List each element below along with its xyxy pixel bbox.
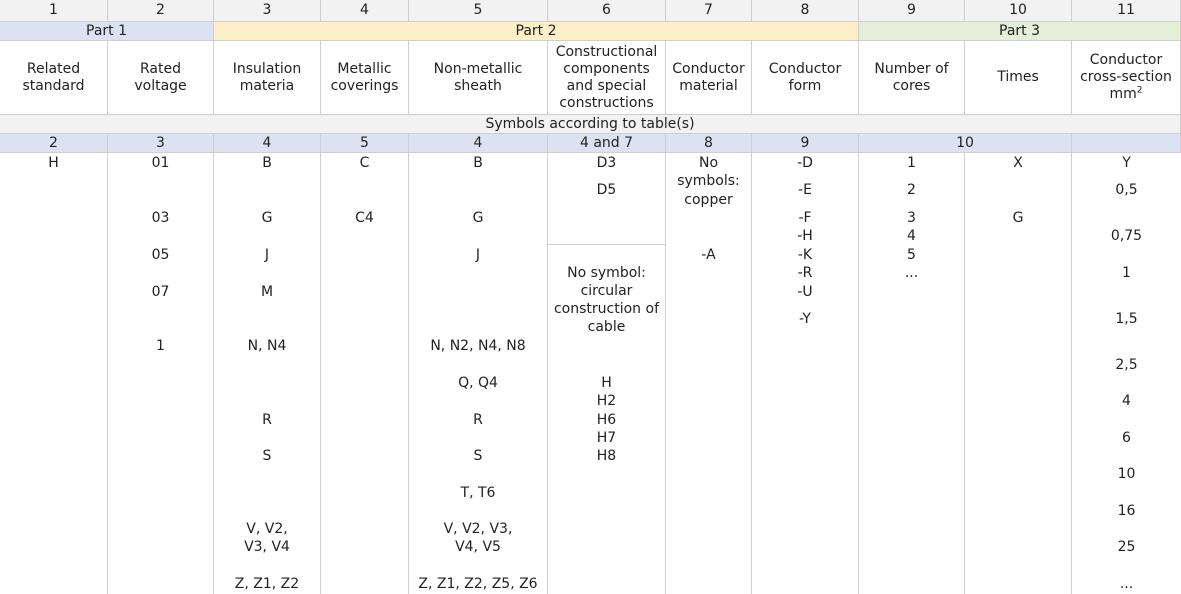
symbol-value: 01	[151, 155, 170, 171]
symbol-value: 0,75	[1110, 228, 1143, 244]
cell-divider	[548, 244, 665, 245]
table-ref: 3	[108, 134, 214, 153]
symbol-value: R	[262, 412, 272, 428]
symbol-value: ...	[1119, 576, 1134, 592]
table-ref: 8	[666, 134, 752, 153]
symbols-caption-row	[0, 115, 1181, 134]
col-number: 3	[214, 0, 321, 22]
symbol-value: C4	[355, 210, 374, 226]
symbol-value: B	[262, 155, 272, 171]
symbol-value: H8	[596, 448, 617, 464]
header-insulation-material: Insulation materia	[214, 41, 321, 115]
symbol-value: 16	[1117, 503, 1136, 519]
body-col-conductor-cross-section	[1072, 153, 1181, 594]
symbol-value: 03	[151, 210, 170, 226]
symbol-value: 10	[1117, 466, 1136, 482]
symbol-value: G	[261, 210, 273, 226]
symbol-value: 2	[907, 182, 916, 198]
col-number: 8	[752, 0, 859, 22]
header-conductor-cross-section: Conductor cross-section $mm^2$	[1072, 41, 1181, 115]
part-2-label: Part 2	[214, 22, 859, 41]
col-number: 2	[108, 0, 214, 22]
symbol-value: H2	[596, 393, 617, 409]
table-ref-empty	[1072, 134, 1181, 153]
symbol-value: H	[601, 375, 612, 391]
table-ref: 2	[0, 134, 108, 153]
body-col-metallic-coverings	[321, 153, 409, 594]
symbol-value: J	[264, 247, 270, 263]
symbol-value: -E	[798, 182, 812, 198]
symbol-value: C	[359, 155, 370, 171]
col-number: 1	[0, 0, 108, 22]
col-number: 10	[965, 0, 1072, 22]
symbol-value: 1,5	[1115, 311, 1138, 327]
header-rated-voltage: Rated voltage	[108, 41, 214, 115]
symbol-value: H6	[596, 412, 617, 428]
body-col-related-standard	[0, 153, 108, 594]
col-number: 9	[859, 0, 965, 22]
symbol-note: No symbol:	[567, 265, 646, 281]
symbol-value: Z, Z1, Z2	[234, 576, 300, 592]
body-col-constructional-components	[548, 153, 666, 594]
col-number: 11	[1072, 0, 1181, 22]
symbol-value: T, T6	[460, 485, 496, 501]
symbol-value: -A	[701, 247, 716, 263]
symbol-note: No	[698, 155, 719, 171]
header-number-of-cores: Number of cores	[859, 41, 965, 115]
body-col-insulation-material	[214, 153, 321, 594]
symbol-value: V4, V5	[455, 539, 501, 555]
body-col-non-metallic-sheath	[409, 153, 548, 594]
table-ref: 5	[321, 134, 409, 153]
symbol-value: R	[473, 412, 483, 428]
col-number: 7	[666, 0, 752, 22]
table-ref: 4 and 7	[548, 134, 666, 153]
body-col-conductor-material	[666, 153, 752, 594]
col-number: 4	[321, 0, 409, 22]
symbol-note: circular	[580, 283, 633, 299]
symbol-value: 1	[156, 338, 165, 354]
symbol-value: V3, V4	[244, 539, 290, 555]
col-number: 5	[409, 0, 548, 22]
symbol-value: 05	[151, 247, 170, 263]
column-number-row	[0, 0, 1181, 22]
symbol-value: -Y	[799, 311, 811, 327]
symbol-value: Z, Z1, Z2, Z5, Z6	[418, 576, 538, 592]
symbol-value: D5	[596, 182, 617, 198]
symbol-value: G	[472, 210, 484, 226]
symbol-value: 1	[1122, 265, 1131, 281]
symbol-value: J	[475, 247, 481, 263]
unit-label: $mm^2$	[1109, 85, 1143, 102]
symbol-value: Y	[1122, 155, 1131, 171]
symbol-value: H	[48, 155, 59, 171]
symbol-value: X	[1013, 155, 1023, 171]
table-ref: 9	[752, 134, 859, 153]
table-ref: 4	[409, 134, 548, 153]
symbol-value: S	[262, 448, 272, 464]
body-col-times	[965, 153, 1072, 594]
symbol-value: -K	[797, 247, 813, 263]
symbol-value: N, N2, N4, N8	[430, 338, 526, 354]
symbol-value: 6	[1122, 430, 1131, 446]
symbol-value: 4	[1122, 393, 1131, 409]
symbol-value: -R	[797, 265, 813, 281]
part-1-label: Part 1	[0, 22, 214, 41]
symbol-value: M	[260, 284, 274, 300]
part-3-label: Part 3	[859, 22, 1181, 41]
table-ref: 4	[214, 134, 321, 153]
symbol-value: ...	[904, 265, 919, 281]
symbol-value: S	[473, 448, 483, 464]
header-metallic-coverings: Metallic coverings	[321, 41, 409, 115]
header-conductor-material: Conductor material	[666, 41, 752, 115]
header-row	[0, 41, 1181, 115]
header-times: Times	[965, 41, 1072, 115]
body-col-rated-voltage	[108, 153, 214, 594]
symbol-note: cable	[587, 319, 626, 335]
header-non-metallic-sheath: Non-metallic sheath	[409, 41, 548, 115]
symbol-value: -F	[798, 210, 812, 226]
header-related-standard: Related standard	[0, 41, 108, 115]
symbol-value: N, N4	[247, 338, 287, 354]
symbol-value: 4	[907, 228, 916, 244]
symbol-note: symbols:	[677, 173, 740, 189]
symbols-caption: Symbols according to table(s)	[0, 115, 1181, 134]
part-row	[0, 22, 1181, 41]
symbol-value: B	[473, 155, 483, 171]
symbol-value: -D	[797, 155, 813, 171]
symbol-value: H7	[596, 430, 617, 446]
body-col-number-of-cores	[859, 153, 965, 594]
symbol-value: V, V2,	[246, 521, 288, 537]
symbol-note: construction of	[553, 301, 659, 317]
symbol-value: 2,5	[1115, 357, 1138, 373]
symbol-value: G	[1012, 210, 1024, 226]
col-number: 6	[548, 0, 666, 22]
symbol-value: -U	[797, 284, 813, 300]
symbol-value: 07	[151, 284, 170, 300]
symbol-value: 25	[1117, 539, 1136, 555]
symbol-value: 5	[907, 247, 916, 263]
symbol-value: D3	[596, 155, 617, 171]
header-constructional-components: Constructional components and special constructions	[548, 41, 666, 115]
symbol-note: copper	[684, 192, 733, 208]
symbol-value: Q, Q4	[458, 375, 498, 391]
symbol-value: 1	[907, 155, 916, 171]
header-conductor-form: Conductor form	[752, 41, 859, 115]
symbol-value: V, V2, V3,	[443, 521, 513, 537]
table-ref: 10	[859, 134, 1072, 153]
symbol-value: -H	[797, 228, 813, 244]
body-col-conductor-form	[752, 153, 859, 594]
symbol-value: 0,5	[1115, 182, 1138, 198]
symbol-value: 3	[907, 210, 916, 226]
table-ref-row	[0, 134, 1181, 153]
